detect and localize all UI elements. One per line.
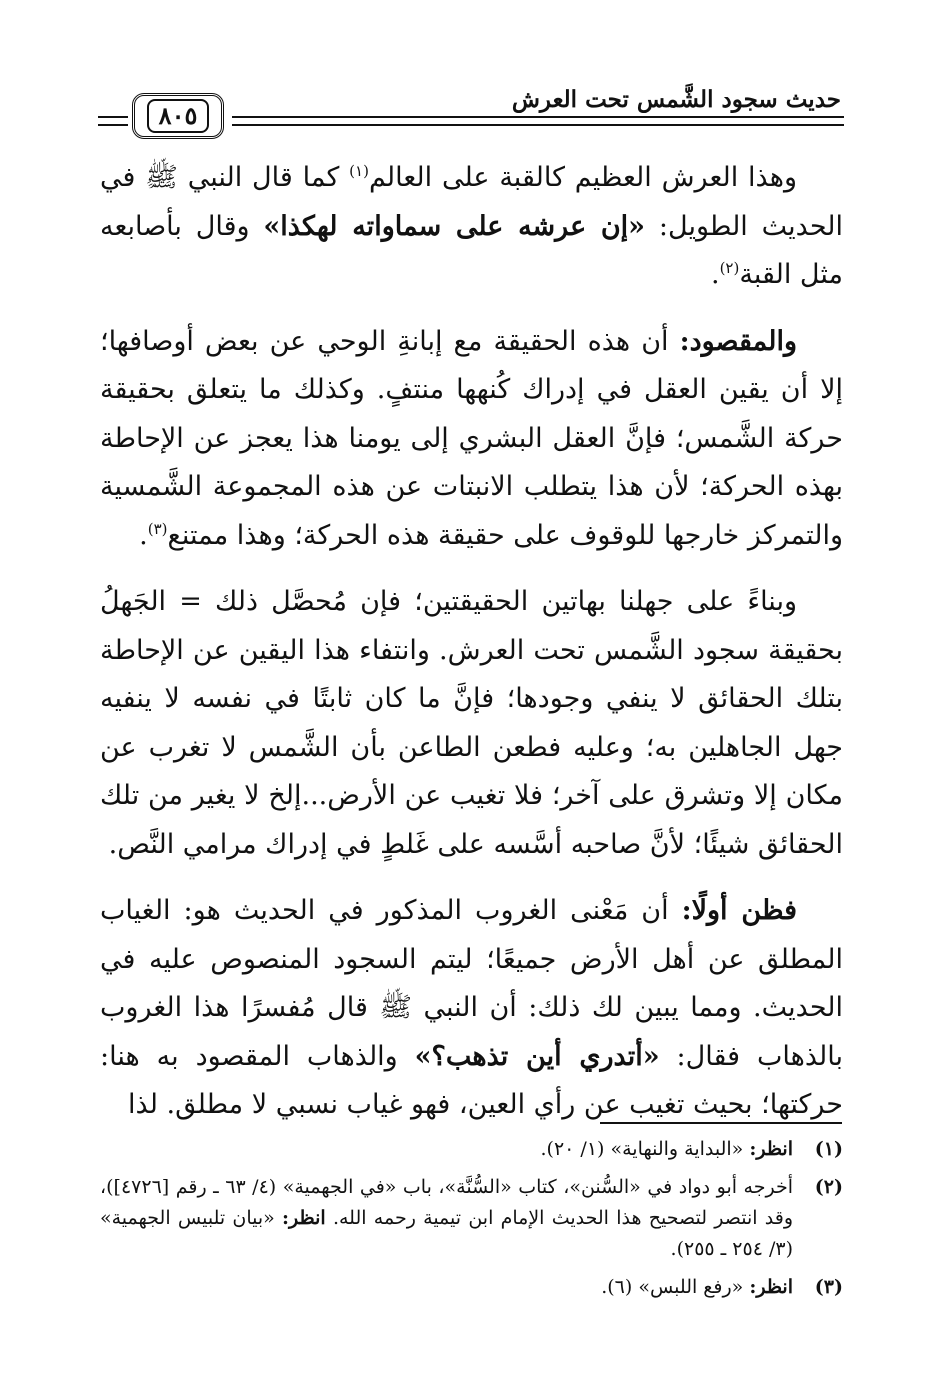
header-rule-right-bottom [232,124,844,126]
footnote-text [100,1134,793,1165]
footnote-lead: انظر: [749,1138,793,1160]
running-title: حديث سجود الشَّمس تحت العرش [511,86,841,113]
footnote-body: أخرجه أبو دواد في «السُّنن»، كتاب «السُّنَّة»، باب «في الجهمية» (٤/ ٦٣ ـ رقم [٤٧٢٦])، وقد انتصر لتصحيح هذا الحديث الإمام ابن تيمية رحمه الله. [100,1176,793,1229]
paragraph-4 [100,887,843,1130]
footnote-separator [600,1122,842,1124]
p2-text: أن هذه الحقيقة مع إبانةِ الوحي عن بعض أوصافها؛ إلا أن يقين العقل في إدراك كُنهها منتفٍ. وكذلك ما يتعلق بحقيقة حركة الشَّمس؛ فإنَّ العقل البشري إلى يومنا هذا يعجز عن الإحاطة بهذه الحركة؛ لأن هذا يتطلب الانبتات عن هذه المجموعة الشَّمسية والتمركز خارجها للوقوف على حقيقة هذه الحركة؛ وهذا ممتنع [100,325,843,551]
paragraph-1 [100,154,843,300]
p3-text: وبناءً على جهلنا بهاتين الحقيقتين؛ فإن مُحصَّل ذلك = الجَهلُ بحقيقة سجود الشَّمس تحت العرش. وانتفاء هذا اليقين عن الإحاطة بتلك الحقائق لا ينفي وجودها؛ فإنَّ ما كان ثابتًا في نفسه لا ينفيه جهل الجاهلين به؛ وعليه فطعن الطاعن بأن الشَّمس لا تغرب عن مكان إلا وتشرق على آخر؛ فلا تغيب عن الأرض...إلخ لا يغير من تلك الحقائق شيئًا؛ لأنَّ صاحبه أسَّسه على غَلطٍ في إدراك مرامي النَّص. [100,586,843,860]
header-rule-left [98,116,128,118]
footnote-number: (١) [814,1138,843,1160]
header-rule-right [232,116,844,118]
p1-end: . [710,259,720,290]
footnote-ref-3: (٣) [147,519,168,538]
footnote-3 [100,1272,843,1303]
footnote-number: (٣) [814,1276,843,1298]
p1-text-b: كما قال النبي ﷺ في الحديث الطويل: [100,162,843,242]
page-number: ٨٠٥ [147,99,210,133]
hadith-quote-2: «أتدري أين تذهب؟» [414,1040,660,1072]
footnote-text [100,1172,793,1265]
page-number-box [132,93,224,139]
p4-lead: فظن أولًا: [681,895,798,926]
p1-text-a: وهذا العرش العظيم كالقبة على العالم [368,162,797,193]
paragraph-2 [100,318,843,561]
p1-text-c: وقال بأصابعه مثل القبة [100,210,843,290]
footnotes [100,1134,843,1310]
p4-text-a: أن مَعْنى الغروب المذكور في الحديث هو: الغياب المطلق عن أهل الأرض جميعًا؛ ليتم السجود المنصوص عليه في الحديث. ومما يبين لك ذلك: أن النبي ﷺ قال مُفسرًا هذا الغروب بالذهاب فقال: [100,895,843,1072]
footnote-body-2: «بيان تلبيس الجهمية» (٣/ ٢٥٤ ـ ٢٥٥). [100,1207,793,1260]
footnote-lead: انظر: [282,1207,326,1229]
footnote-body: «رفع اللبس» (٦). [601,1276,750,1298]
paragraph-3 [100,578,843,869]
footnote-ref-2: (٢) [719,259,740,277]
header-rule-left-bottom [98,124,128,126]
footnote-ref-1: (١) [349,162,369,180]
footnote-body: «البداية والنهاية» (١/ ٢٠). [540,1138,750,1160]
footnote-number: (٢) [814,1176,843,1198]
p2-lead: والمقصود: [679,325,797,357]
p2-end: . [139,519,148,551]
hadith-quote-1: «إن عرشه على سماواته لهكذا» [263,210,646,242]
main-text [100,154,843,1130]
footnote-text [100,1272,793,1303]
footnote-lead: انظر: [749,1276,793,1298]
footnote-2 [100,1172,843,1265]
p4-text-b: والذهاب المقصود به هنا: حركتها؛ بحيث تغيب عن رأي العين، فهو غياب نسبي لا مطلق. لذا [100,1040,843,1120]
footnote-1 [100,1134,843,1165]
